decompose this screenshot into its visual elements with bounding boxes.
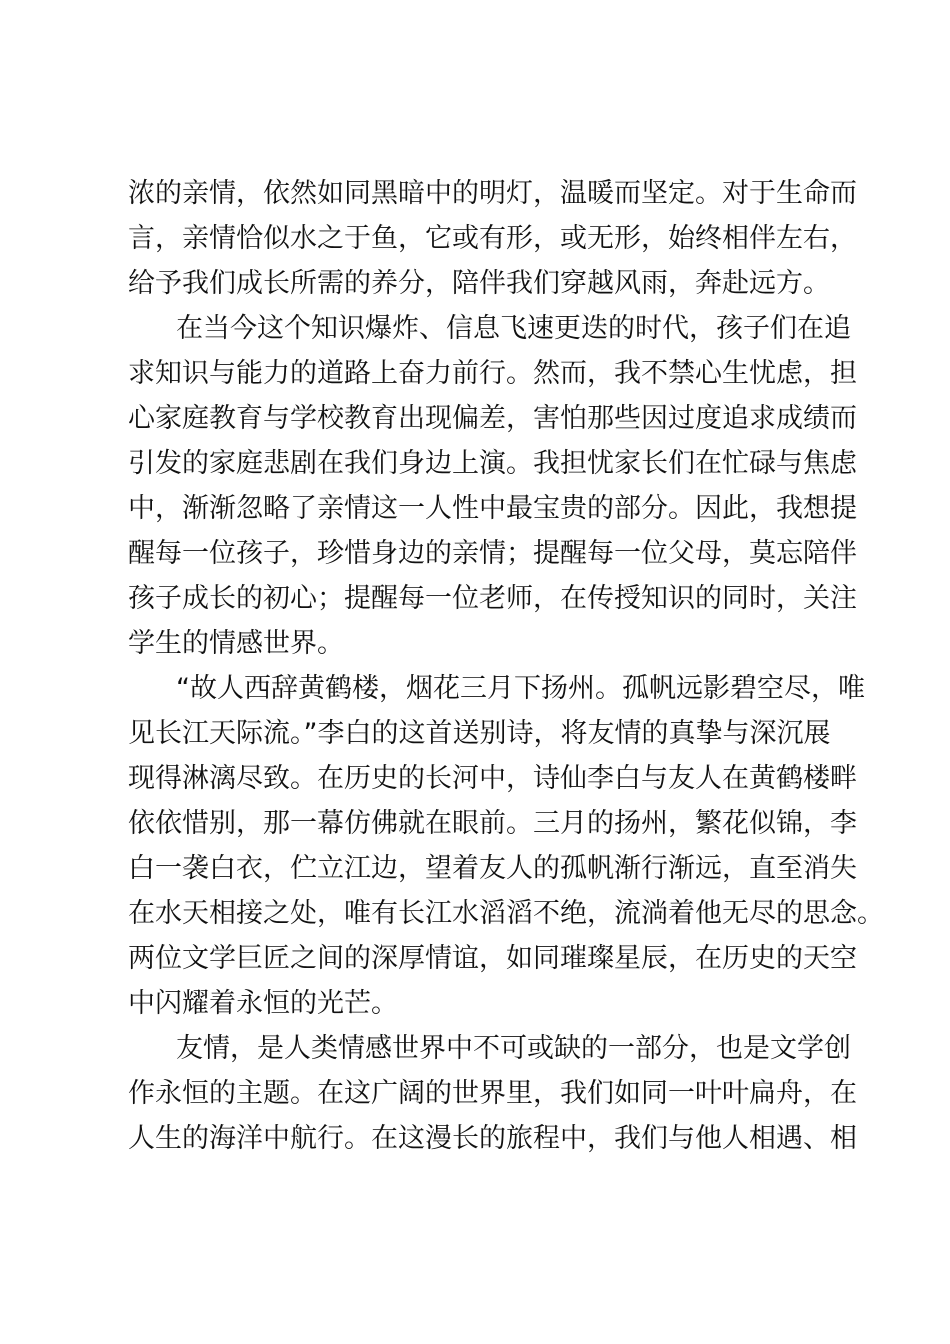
text-line: 现得淋漓尽致。在历史的长河中，诗仙李白与友人在黄鹤楼畔 (128, 763, 857, 794)
text-line: 浓的亲情，依然如同黑暗中的明灯，温暖而坚定。对于生命而 (128, 178, 857, 209)
text-line: 白一袭白衣，伫立江边，望着友人的孤帆渐行渐远，直至消失 (128, 853, 857, 884)
text-line: 孩子成长的初心；提醒每一位老师，在传授知识的同时，关注 (128, 583, 857, 614)
text-line: 中闪耀着永恒的光芒。 (128, 988, 398, 1019)
text-line: 作永恒的主题。在这广阔的世界里，我们如同一叶叶扁舟，在 (128, 1078, 857, 1109)
text-line: 在水天相接之处，唯有长江水滔滔不绝，流淌着他无尽的思念。 (128, 898, 884, 929)
paragraph-4 (128, 1026, 857, 1161)
text-line: “故人西辞黄鹤楼，烟花三月下扬州。孤帆远影碧空尽，唯 (176, 673, 865, 704)
paragraph-1 (128, 171, 857, 306)
text-line: 求知识与能力的道路上奋力前行。然而，我不禁心生忧虑，担 (128, 358, 857, 389)
text-line: 依依惜别，那一幕仿佛就在眼前。三月的扬州，繁花似锦，李 (128, 808, 857, 839)
text-line: 引发的家庭悲剧在我们身边上演。我担忧家长们在忙碌与焦虑 (128, 448, 857, 479)
paragraph-3 (128, 666, 884, 1026)
text-line: 人生的海洋中航行。在这漫长的旅程中，我们与他人相遇、相 (128, 1123, 857, 1154)
text-line: 言，亲情恰似水之于鱼，它或有形，或无形，始终相伴左右， (128, 223, 857, 254)
text-line: 醒每一位孩子，珍惜身边的亲情；提醒每一位父母，莫忘陪伴 (128, 538, 857, 569)
text-line: 中，渐渐忽略了亲情这一人性中最宝贵的部分。因此，我想提 (128, 493, 857, 524)
text-line: 友情，是人类情感世界中不可或缺的一部分，也是文学创 (176, 1033, 851, 1064)
text-line: 在当今这个知识爆炸、信息飞速更迭的时代，孩子们在追 (176, 313, 851, 344)
document-body (128, 171, 884, 1161)
paragraph-2 (128, 306, 857, 666)
text-line: 心家庭教育与学校教育出现偏差，害怕那些因过度追求成绩而 (128, 403, 857, 434)
text-line: 见长江天际流。”李白的这首送别诗，将友情的真挚与深沉展 (128, 718, 831, 749)
text-line: 两位文学巨匠之间的深厚情谊，如同璀璨星辰，在历史的天空 (128, 943, 857, 974)
text-line: 给予我们成长所需的养分，陪伴我们穿越风雨，奔赴远方。 (128, 268, 830, 299)
text-line: 学生的情感世界。 (128, 628, 344, 659)
